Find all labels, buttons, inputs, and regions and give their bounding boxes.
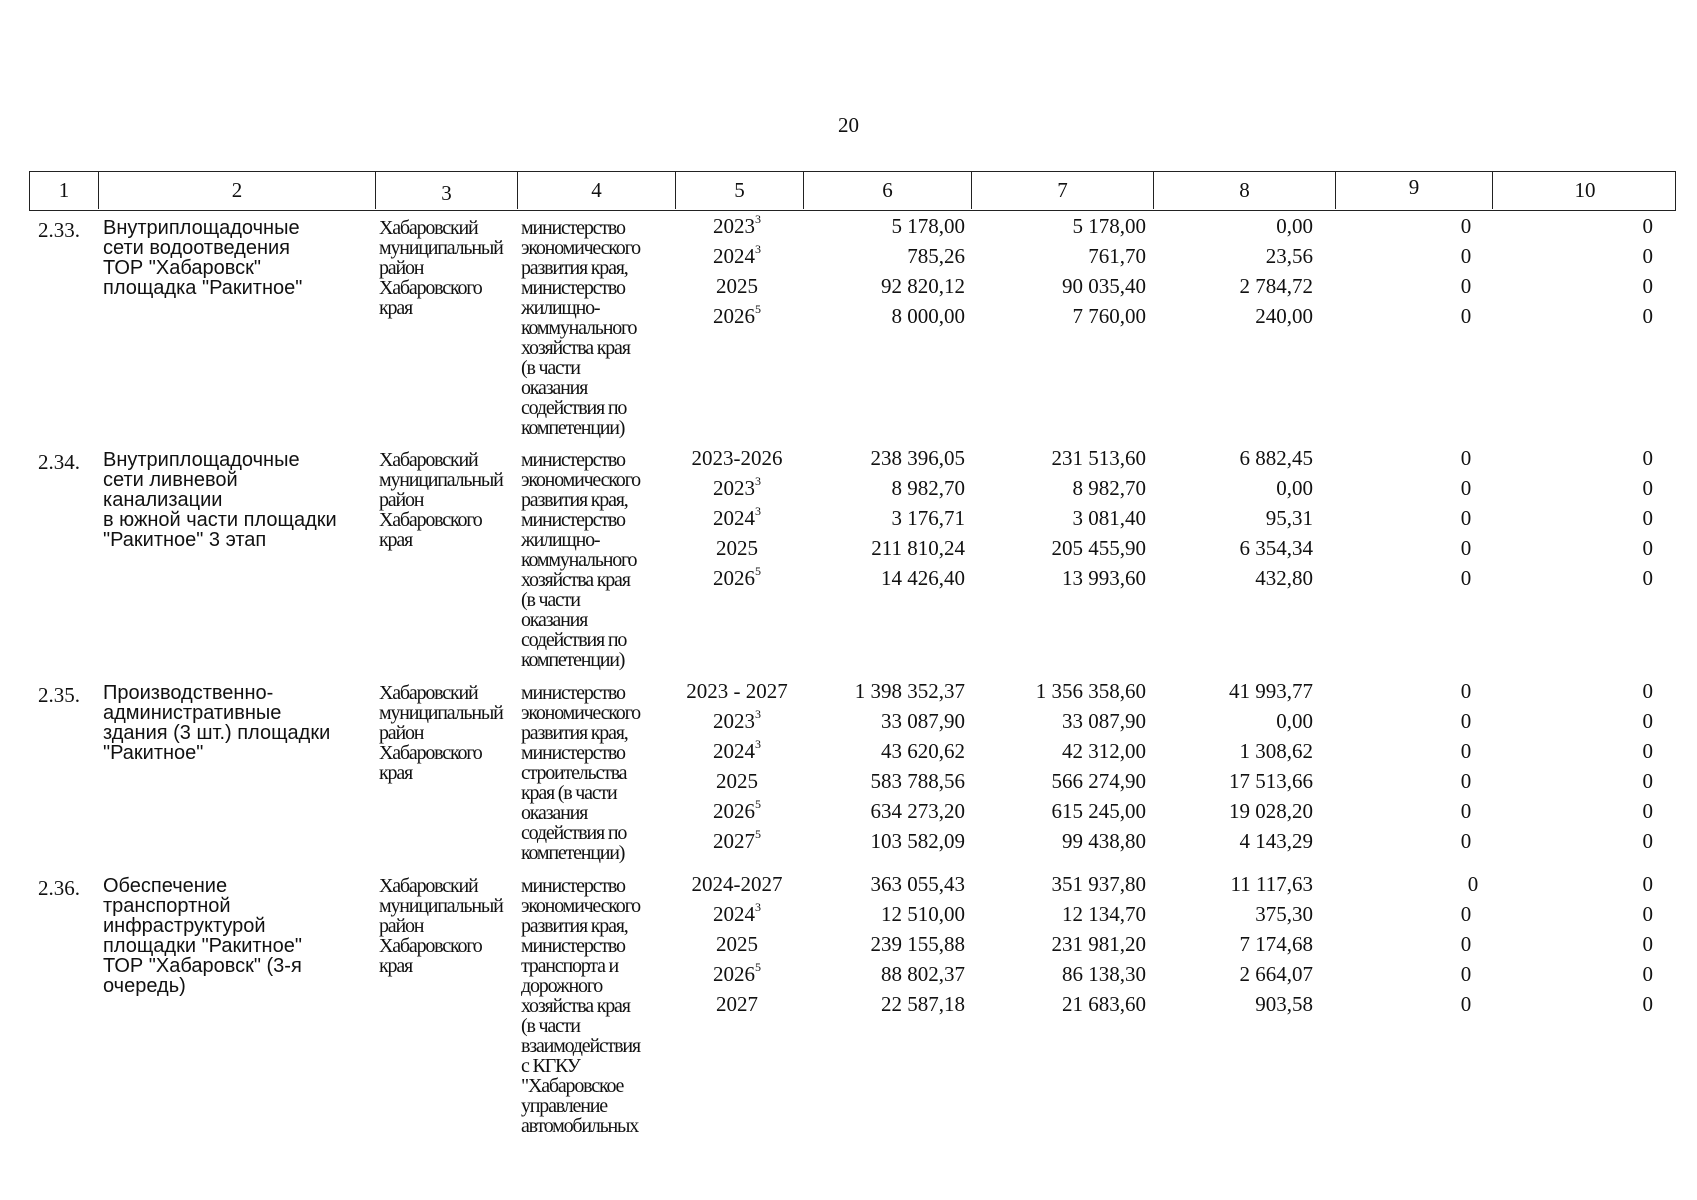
year: 2024 bbox=[713, 902, 755, 926]
col10-value: 0 bbox=[1642, 506, 1653, 530]
row-name: Производственно- административные здания (3 шт.) площадки "Ракитное" bbox=[103, 682, 331, 764]
footnote: 5 bbox=[755, 960, 761, 974]
col6-value: 583 788,56 bbox=[870, 769, 965, 793]
col10-value: 0 bbox=[1642, 566, 1653, 590]
col8-value: 0,00 bbox=[1276, 476, 1313, 500]
header-col-3: 3 bbox=[375, 172, 517, 209]
col10-value: 0 bbox=[1642, 962, 1653, 986]
year: 2025 bbox=[716, 932, 758, 956]
row-number: 2.36. bbox=[38, 876, 80, 900]
col10-value: 0 bbox=[1642, 244, 1653, 268]
year-line bbox=[0, 443, 1697, 473]
col9-value: 0 bbox=[1460, 962, 1472, 986]
footnote: 3 bbox=[755, 474, 761, 488]
year: 2023 - 2027 bbox=[686, 679, 788, 703]
header-col-10: 10 bbox=[1492, 172, 1677, 209]
col6-value: 3 176,71 bbox=[891, 506, 965, 530]
footnote: 3 bbox=[755, 707, 761, 721]
year: 2023 bbox=[713, 214, 755, 238]
col8-value: 240,00 bbox=[1255, 304, 1313, 328]
header-col-6: 6 bbox=[803, 172, 971, 209]
row-name: Внутриплощадочные сети ливневой канализации в южной части площадки "Ракитное" 3 этап bbox=[103, 449, 337, 551]
col8-value: 0,00 bbox=[1276, 214, 1313, 238]
table-header bbox=[29, 171, 1676, 211]
page-number: 20 bbox=[838, 113, 859, 137]
col9-value: 0 bbox=[1460, 536, 1472, 560]
col6-value: 239 155,88 bbox=[870, 932, 965, 956]
col10-value: 0 bbox=[1642, 769, 1653, 793]
col6-value: 12 510,00 bbox=[881, 902, 965, 926]
col9-value: 0 bbox=[1460, 829, 1472, 853]
col10-value: 0 bbox=[1642, 739, 1653, 763]
col10-value: 0 bbox=[1642, 709, 1653, 733]
col9-value: 0 bbox=[1460, 679, 1472, 703]
header-col-8: 8 bbox=[1153, 172, 1335, 209]
year-line bbox=[0, 989, 1697, 1019]
footnote: 5 bbox=[755, 827, 761, 841]
col10-value: 0 bbox=[1642, 829, 1653, 853]
col9-value: 0 bbox=[1460, 446, 1472, 470]
col7-value: 205 455,90 bbox=[1051, 536, 1146, 560]
year: 2023 bbox=[713, 476, 755, 500]
col9-value: 0 bbox=[1460, 506, 1472, 530]
col10-value: 0 bbox=[1642, 992, 1653, 1016]
col7-value: 1 356 358,60 bbox=[1035, 679, 1146, 703]
col10-value: 0 bbox=[1642, 536, 1653, 560]
col6-value: 14 426,40 bbox=[881, 566, 965, 590]
row-executor: Хабаровский муниципальный район Хабаровского края bbox=[379, 449, 503, 551]
col6-value: 363 055,43 bbox=[870, 872, 965, 896]
year-line bbox=[0, 533, 1697, 563]
footnote: 5 bbox=[755, 302, 761, 316]
col7-value: 231 513,60 bbox=[1051, 446, 1146, 470]
col7-value: 5 178,00 bbox=[1072, 214, 1146, 238]
row-name: Обеспечение транспортной инфраструктурой площадки "Ракитное" ТОР "Хабаровск" (3-я очередь) bbox=[103, 875, 302, 997]
year-line bbox=[0, 676, 1697, 706]
col7-value: 99 438,80 bbox=[1062, 829, 1146, 853]
row-co-executor: министерство экономического развития края, министерство транспорта и дорожного хозяйства края (в части взаимодействия с КГКУ "Хабаровское управление автомобильных bbox=[521, 875, 640, 1137]
row-number: 2.35. bbox=[38, 683, 80, 707]
col9-value: 0 bbox=[1460, 932, 1472, 956]
row-co-executor: министерство экономического развития края, министерство строительства края (в части оказания содействия по компетенции) bbox=[521, 682, 640, 864]
year: 2023 bbox=[713, 709, 755, 733]
col9-value: 0 bbox=[1467, 872, 1479, 896]
footnote: 3 bbox=[755, 242, 761, 256]
col7-value: 615 245,00 bbox=[1051, 799, 1146, 823]
col7-value: 351 937,80 bbox=[1051, 872, 1146, 896]
footnote: 3 bbox=[755, 900, 761, 914]
col10-value: 0 bbox=[1642, 932, 1653, 956]
col6-value: 211 810,24 bbox=[871, 536, 965, 560]
col7-value: 42 312,00 bbox=[1062, 739, 1146, 763]
col9-value: 0 bbox=[1460, 244, 1472, 268]
col6-value: 88 802,37 bbox=[881, 962, 965, 986]
col10-value: 0 bbox=[1642, 799, 1653, 823]
footnote: 5 bbox=[755, 564, 761, 578]
year-line bbox=[0, 869, 1697, 899]
year: 2023-2026 bbox=[691, 446, 783, 470]
header-col-7: 7 bbox=[971, 172, 1153, 209]
year-line bbox=[0, 706, 1697, 736]
footnote: 3 bbox=[755, 212, 761, 226]
col7-value: 33 087,90 bbox=[1062, 709, 1146, 733]
col7-value: 12 134,70 bbox=[1062, 902, 1146, 926]
col9-value: 0 bbox=[1460, 709, 1472, 733]
col6-value: 5 178,00 bbox=[891, 214, 965, 238]
col10-value: 0 bbox=[1642, 304, 1653, 328]
col9-value: 0 bbox=[1460, 992, 1472, 1016]
col7-value: 86 138,30 bbox=[1062, 962, 1146, 986]
col6-value: 43 620,62 bbox=[881, 739, 965, 763]
col9-value: 0 bbox=[1460, 769, 1472, 793]
col10-value: 0 bbox=[1642, 214, 1653, 238]
col10-value: 0 bbox=[1642, 274, 1653, 298]
header-col-9: 9 bbox=[1335, 172, 1492, 209]
row-number: 2.33. bbox=[38, 218, 80, 242]
col9-value: 0 bbox=[1460, 902, 1472, 926]
col8-value: 375,30 bbox=[1255, 902, 1313, 926]
year-line bbox=[0, 899, 1697, 929]
year-line bbox=[0, 473, 1697, 503]
col10-value: 0 bbox=[1642, 872, 1653, 896]
year-line bbox=[0, 503, 1697, 533]
col8-value: 432,80 bbox=[1255, 566, 1313, 590]
col7-value: 7 760,00 bbox=[1072, 304, 1146, 328]
year: 2024 bbox=[713, 506, 755, 530]
col6-value: 634 273,20 bbox=[870, 799, 965, 823]
col9-value: 0 bbox=[1460, 304, 1472, 328]
col8-value: 19 028,20 bbox=[1229, 799, 1313, 823]
col7-value: 231 981,20 bbox=[1051, 932, 1146, 956]
year-line bbox=[0, 271, 1697, 301]
year-line bbox=[0, 211, 1697, 241]
col9-value: 0 bbox=[1460, 739, 1472, 763]
col10-value: 0 bbox=[1642, 679, 1653, 703]
col7-value: 566 274,90 bbox=[1051, 769, 1146, 793]
row-executor: Хабаровский муниципальный район Хабаровского края bbox=[379, 875, 503, 977]
col9-value: 0 bbox=[1460, 214, 1472, 238]
year: 2024 bbox=[713, 739, 755, 763]
col6-value: 1 398 352,37 bbox=[854, 679, 965, 703]
col7-value: 761,70 bbox=[1088, 244, 1146, 268]
year: 2026 bbox=[713, 566, 755, 590]
col6-value: 22 587,18 bbox=[881, 992, 965, 1016]
year-line bbox=[0, 736, 1697, 766]
col8-value: 1 308,62 bbox=[1239, 739, 1313, 763]
year-line bbox=[0, 301, 1697, 331]
row-name: Внутриплощадочные сети водоотведения ТОР "Хабаровск" площадка "Ракитное" bbox=[103, 217, 303, 299]
footnote: 3 bbox=[755, 737, 761, 751]
col6-value: 103 582,09 bbox=[870, 829, 965, 853]
header-col-4: 4 bbox=[517, 172, 675, 209]
year: 2026 bbox=[713, 799, 755, 823]
year: 2026 bbox=[713, 962, 755, 986]
col10-value: 0 bbox=[1642, 446, 1653, 470]
col8-value: 95,31 bbox=[1265, 506, 1313, 530]
col8-value: 11 117,63 bbox=[1230, 872, 1313, 896]
col6-value: 33 087,90 bbox=[881, 709, 965, 733]
year-line bbox=[0, 241, 1697, 271]
row-co-executor: министерство экономического развития края, министерство жилищно- коммунального хозяйства края (в части оказания содействия по компетенции) bbox=[521, 217, 640, 439]
col8-value: 23,56 bbox=[1265, 244, 1313, 268]
col9-value: 0 bbox=[1460, 476, 1472, 500]
year: 2024 bbox=[713, 244, 755, 268]
year: 2025 bbox=[716, 274, 758, 298]
year: 2024-2027 bbox=[691, 872, 783, 896]
col8-value: 0,00 bbox=[1276, 709, 1313, 733]
col9-value: 0 bbox=[1460, 274, 1472, 298]
footnote: 5 bbox=[755, 797, 761, 811]
header-col-5: 5 bbox=[675, 172, 803, 209]
year-line bbox=[0, 766, 1697, 796]
col6-value: 8 000,00 bbox=[891, 304, 965, 328]
col8-value: 41 993,77 bbox=[1229, 679, 1313, 703]
col6-value: 238 396,05 bbox=[870, 446, 965, 470]
year-line bbox=[0, 796, 1697, 826]
col9-value: 0 bbox=[1460, 566, 1472, 590]
year: 2025 bbox=[716, 536, 758, 560]
col9-value: 0 bbox=[1460, 799, 1472, 823]
col8-value: 4 143,29 bbox=[1239, 829, 1313, 853]
row-executor: Хабаровский муниципальный район Хабаровского края bbox=[379, 682, 503, 784]
row-co-executor: министерство экономического развития края, министерство жилищно- коммунального хозяйства края (в части оказания содействия по компетенции) bbox=[521, 449, 640, 671]
year: 2027 bbox=[713, 829, 755, 853]
col8-value: 6 354,34 bbox=[1239, 536, 1313, 560]
col7-value: 90 035,40 bbox=[1062, 274, 1146, 298]
col6-value: 785,26 bbox=[907, 244, 965, 268]
col8-value: 2 664,07 bbox=[1239, 962, 1313, 986]
col6-value: 8 982,70 bbox=[891, 476, 965, 500]
year: 2027 bbox=[716, 992, 758, 1016]
col8-value: 903,58 bbox=[1255, 992, 1313, 1016]
col7-value: 8 982,70 bbox=[1072, 476, 1146, 500]
header-col-1: 1 bbox=[58, 178, 70, 202]
col10-value: 0 bbox=[1642, 476, 1653, 500]
col7-value: 21 683,60 bbox=[1062, 992, 1146, 1016]
year-line bbox=[0, 959, 1697, 989]
col8-value: 6 882,45 bbox=[1239, 446, 1313, 470]
col6-value: 92 820,12 bbox=[881, 274, 965, 298]
year-line bbox=[0, 929, 1697, 959]
col8-value: 2 784,72 bbox=[1239, 274, 1313, 298]
col7-value: 13 993,60 bbox=[1062, 566, 1146, 590]
year-line bbox=[0, 563, 1697, 593]
footnote: 3 bbox=[755, 504, 761, 518]
row-executor: Хабаровский муниципальный район Хабаровского края bbox=[379, 217, 503, 319]
col8-value: 7 174,68 bbox=[1239, 932, 1313, 956]
year: 2025 bbox=[716, 769, 758, 793]
row-number: 2.34. bbox=[38, 450, 80, 474]
col7-value: 3 081,40 bbox=[1072, 506, 1146, 530]
year-line bbox=[0, 826, 1697, 856]
col10-value: 0 bbox=[1642, 902, 1653, 926]
year: 2026 bbox=[713, 304, 755, 328]
header-col-2: 2 bbox=[98, 172, 375, 209]
col8-value: 17 513,66 bbox=[1229, 769, 1313, 793]
